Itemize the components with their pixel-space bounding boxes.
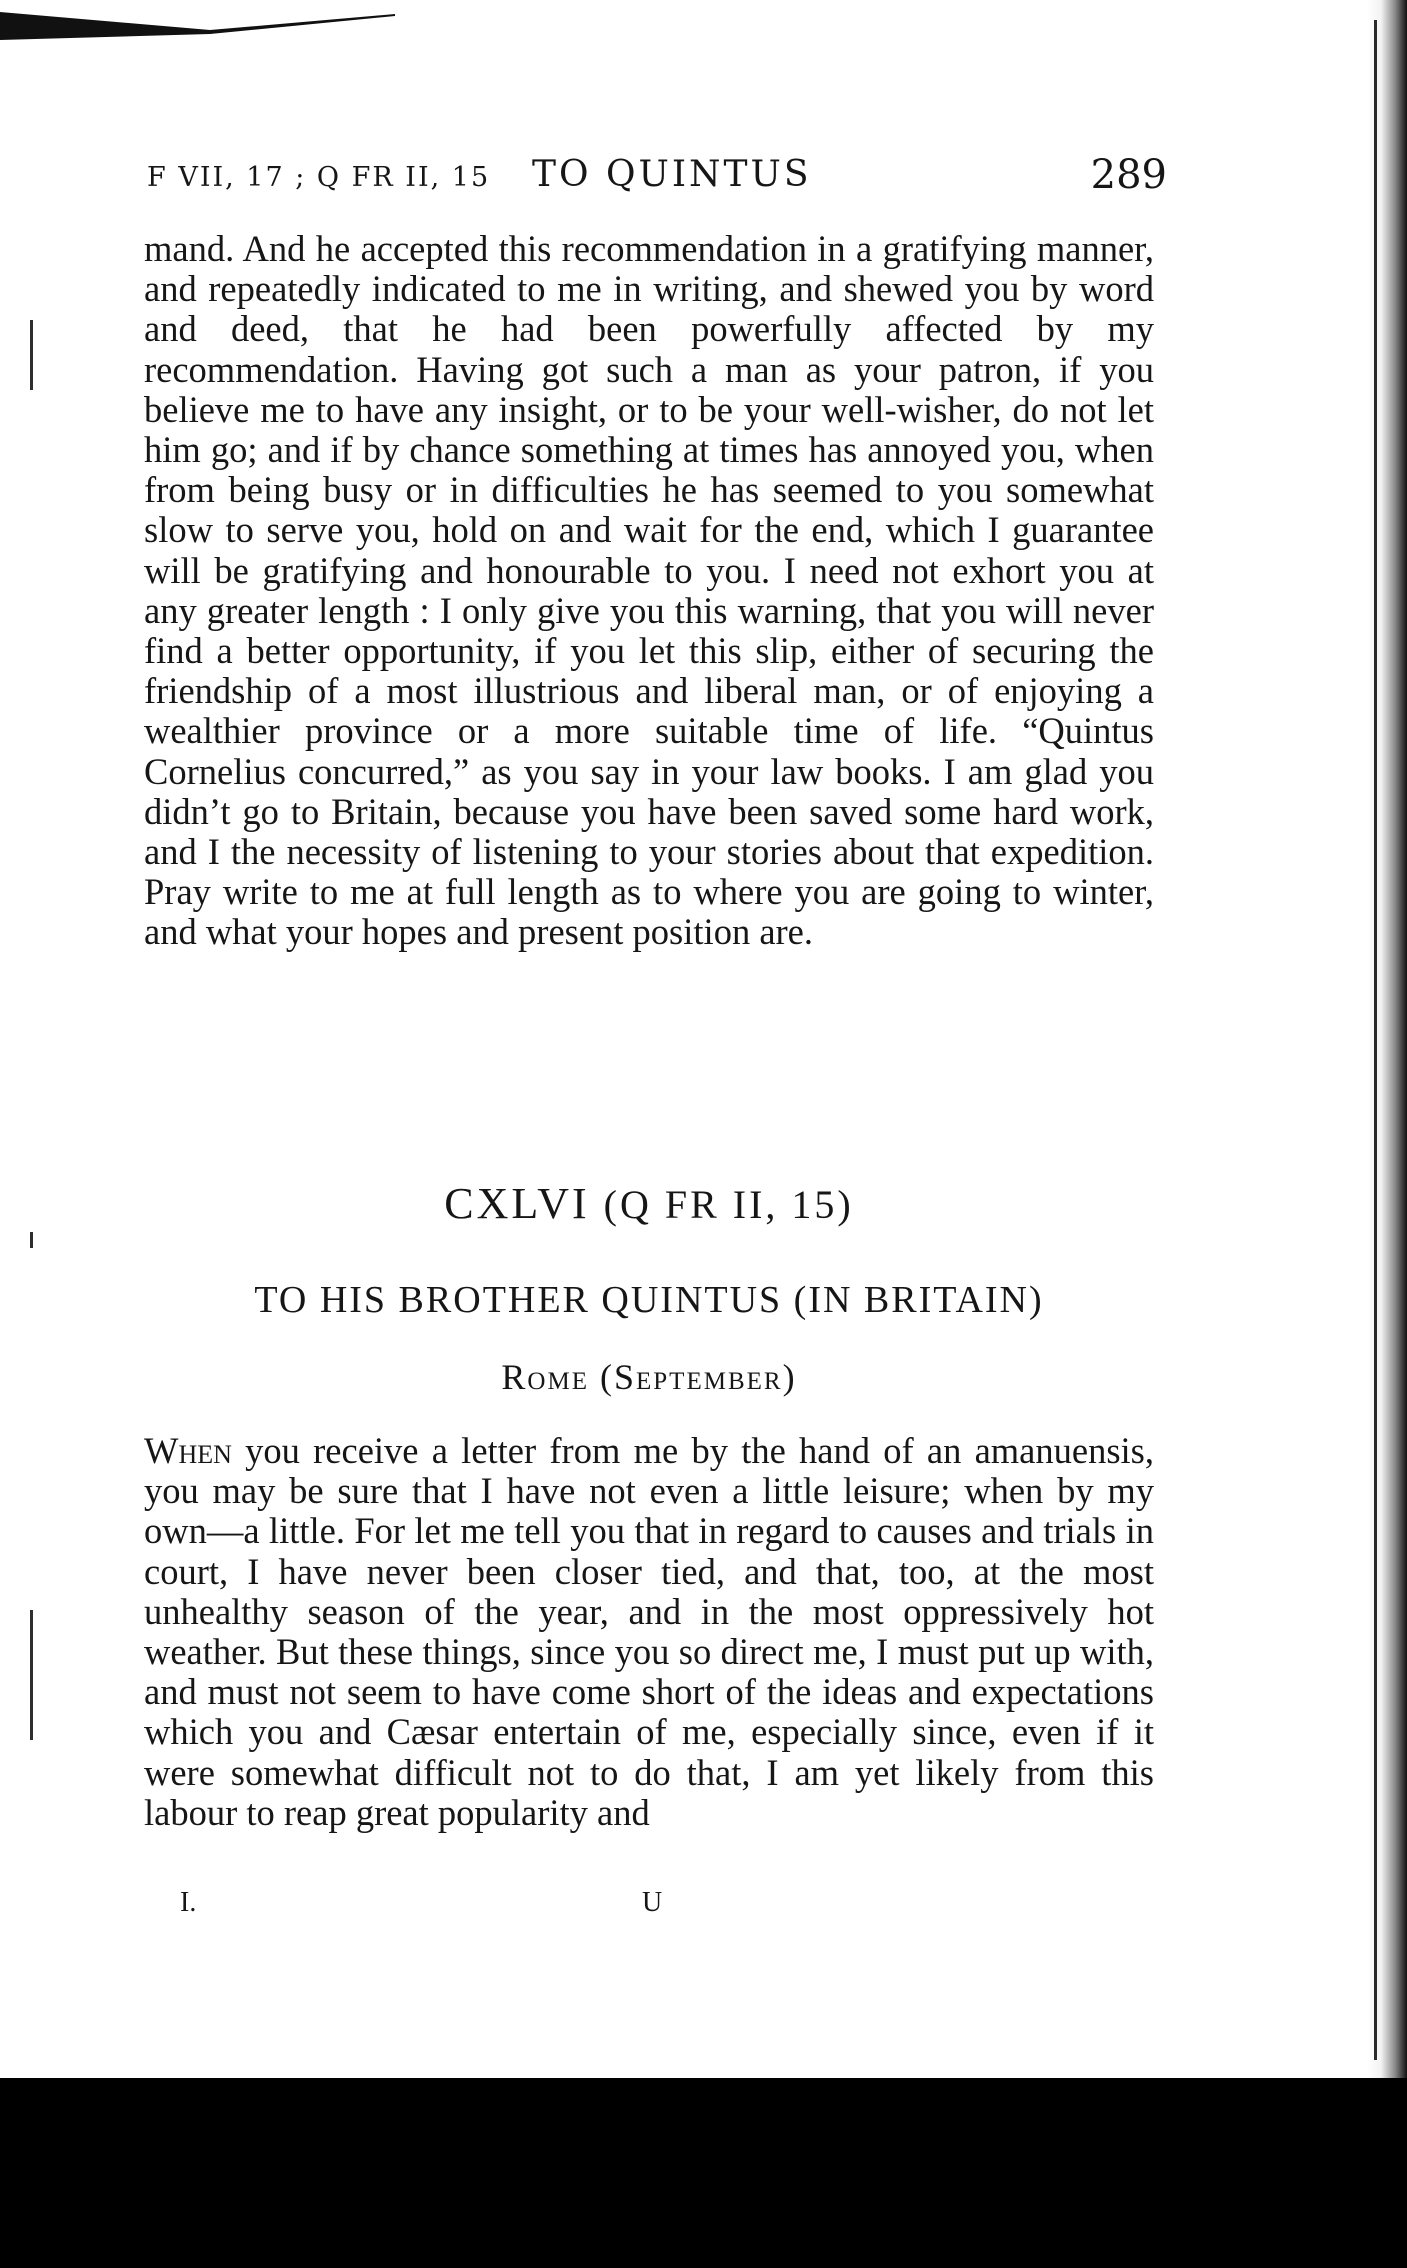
signature-mark: U bbox=[642, 1887, 663, 1918]
margin-mark bbox=[30, 1610, 33, 1740]
margin-mark bbox=[30, 320, 33, 390]
running-head bbox=[147, 152, 1167, 202]
letter-number: CXLVI bbox=[444, 1179, 590, 1228]
page-binding-line bbox=[1374, 20, 1377, 2060]
page-right-edge-shadow bbox=[1367, 0, 1407, 2080]
scan-bottom-shadow bbox=[0, 2078, 1407, 2268]
signature-volume: I. bbox=[180, 1887, 197, 1918]
letter-body-text: you receive a letter from me by the hand of an amanuensis, you may be sure that I have not even a little leisure; when by my own—a little. For let me tell you that in regard to causes and trials in court, I have never been closer tied, and that, too, at the most unhealthy season of the year, and in the most oppressively hot weather. But these things, since you so direct me, I must put up with, and must not seem to have come short of the ideas and expectations which you and Cæsar entertain of me, especially since, even if it were somewhat difficult not to do that, I am yet likely from this labour to reap great popularity and bbox=[144, 1430, 1154, 1833]
scan-edge-mark bbox=[0, 0, 395, 44]
letter-place-date: Rome (September) bbox=[501, 1357, 797, 1397]
margin-mark bbox=[30, 1232, 33, 1248]
running-head-title: TO QUINTUS bbox=[532, 154, 812, 195]
page-number: 289 bbox=[1090, 152, 1167, 198]
letter-title: TO HIS BROTHER QUINTUS (IN BRITAIN) bbox=[254, 1279, 1044, 1321]
letter-body-paragraph bbox=[144, 1431, 1154, 1833]
lead-word: When bbox=[144, 1430, 232, 1471]
letter-reference: (Q FR II, 15) bbox=[603, 1182, 854, 1227]
running-head-reference: F VII, 17 ; Q FR II, 15 bbox=[147, 162, 491, 193]
body-paragraph-continued: mand. And he accepted this recommendation in a gratifying manner, and repeatedly indicated to me in writing, and shewed you by word and deed, that he had been powerfully affected by my recommendation. Having got such a man as your patron, if you believe me to have any insight, or to be your well-wisher, do not let him go; and if by chance something at times has annoyed you, when from being busy or in difficulties he has seemed to you somewhat slow to serve you, hold on and wait for the end, which I guarantee will be gratifying and honourable to you. I need not exhort you at any greater length : I only give you this warning, that you will never find a better opportunity, if you let this slip, either of securing the friendship of a most illustrious and liberal man, or of enjoying a wealthier province or a more suitable time of life. “Quintus Cornelius concurred,” as you say in your law books. I am glad you didn’t go to Britain, because you have been saved some hard work, and I the necessity of listening to your stories about that expedition. Pray write to me at full length as to where you are going to winter, and what your hopes and present position are. bbox=[144, 228, 1154, 953]
letter-number-heading bbox=[144, 1178, 1154, 1229]
